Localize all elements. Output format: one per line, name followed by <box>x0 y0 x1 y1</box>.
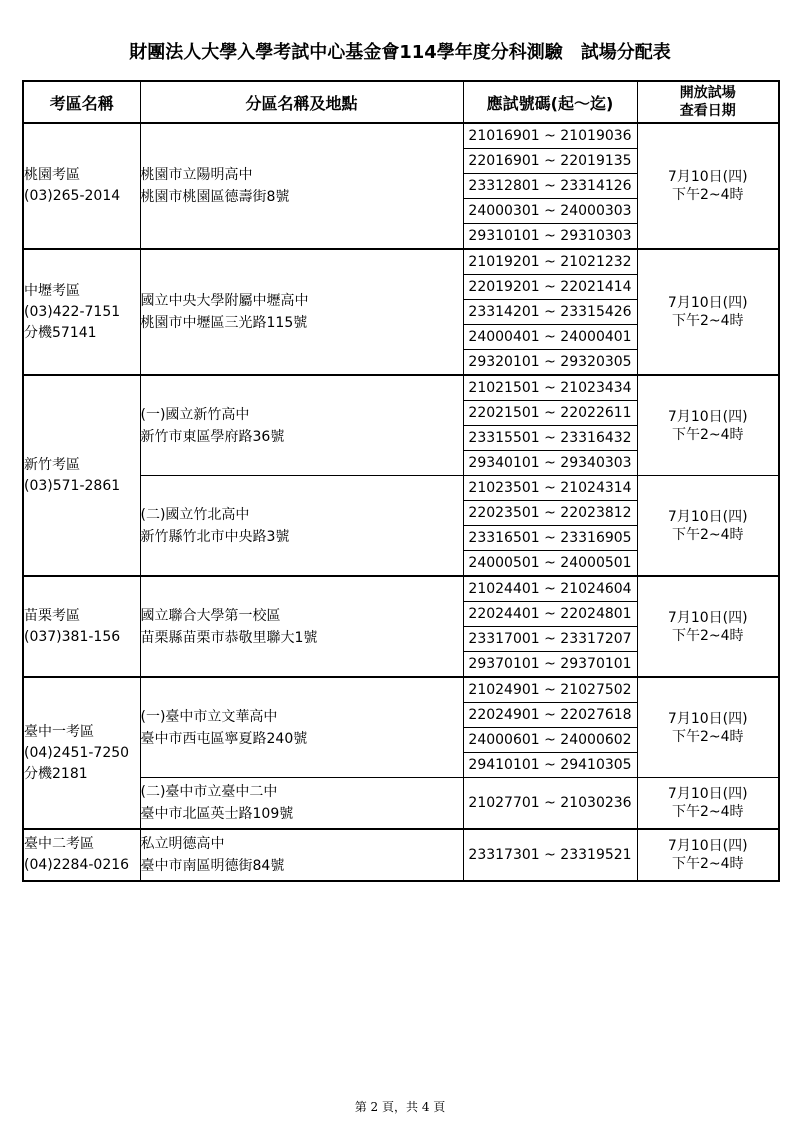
open-date-cell <box>637 375 779 476</box>
number-range: 23317001 ~ 23317207 <box>463 627 637 652</box>
district-cell <box>23 576 140 677</box>
number-range: 29320101 ~ 29320305 <box>463 350 637 376</box>
site-cell <box>140 476 463 577</box>
header-district: 考區名稱 <box>23 81 140 123</box>
district-extension: 分機57141 <box>24 324 97 341</box>
table-row <box>23 677 779 703</box>
site-cell <box>140 123 463 249</box>
open-date: 7月10日(四) <box>667 408 748 425</box>
site-cell <box>140 829 463 881</box>
number-range: 23312801 ~ 23314126 <box>463 174 637 199</box>
number-range: 21023501 ~ 21024314 <box>463 476 637 501</box>
open-date: 7月10日(四) <box>667 838 748 854</box>
table-row <box>23 576 779 602</box>
site-name: (二)國立竹北高中 <box>140 506 250 523</box>
open-date: 7月10日(四) <box>667 609 748 626</box>
district-name: 桃園考區 <box>24 167 80 183</box>
site-address: 新竹市東區學府路36號 <box>140 428 285 445</box>
site-name: 私立明德高中 <box>140 836 225 852</box>
open-date: 7月10日(四) <box>667 169 748 185</box>
number-range: 23314201 ~ 23315426 <box>463 300 637 325</box>
open-date: 7月10日(四) <box>667 710 748 727</box>
district-name: 臺中一考區 <box>24 723 94 740</box>
district-extension: 分機2181 <box>24 765 88 782</box>
open-time: 下午2~4時 <box>671 313 744 329</box>
number-range: 21024901 ~ 21027502 <box>463 677 637 703</box>
number-range: 21016901 ~ 21019036 <box>463 123 637 149</box>
site-address: 新竹縣竹北市中央路3號 <box>140 528 290 545</box>
open-date: 7月10日(四) <box>667 508 748 525</box>
site-cell <box>140 778 463 830</box>
table-row <box>23 123 779 149</box>
number-range: 23317301 ~ 23319521 <box>463 829 637 881</box>
header-open-date <box>637 81 779 123</box>
open-date-cell <box>637 576 779 677</box>
site-address: 桃園市中壢區三光路115號 <box>140 315 308 331</box>
open-time: 下午2~4時 <box>671 187 744 203</box>
number-range: 22023501 ~ 22023812 <box>463 501 637 526</box>
site-cell <box>140 249 463 375</box>
district-phone: (037)381-156 <box>24 628 121 645</box>
district-cell <box>23 829 140 881</box>
number-range: 29340101 ~ 29340303 <box>463 451 637 476</box>
number-range: 29310101 ~ 29310303 <box>463 224 637 250</box>
district-phone: (03)265-2014 <box>24 188 121 204</box>
open-time: 下午2~4時 <box>671 856 744 872</box>
number-range: 22024901 ~ 22027618 <box>463 703 637 728</box>
number-range: 21024401 ~ 21024604 <box>463 576 637 602</box>
site-address: 桃園市桃園區德壽街8號 <box>140 189 290 205</box>
number-range: 24000601 ~ 24000602 <box>463 728 637 753</box>
site-address: 臺中市北區英士路109號 <box>140 806 294 822</box>
site-address: 臺中市西屯區寧夏路240號 <box>140 730 308 747</box>
header-open-line2: 查看日期 <box>679 103 736 119</box>
site-name: 國立中央大學附屬中壢高中 <box>140 293 309 309</box>
open-date-cell <box>637 249 779 375</box>
number-range: 24000401 ~ 24000401 <box>463 325 637 350</box>
table-row <box>23 375 779 401</box>
table-row <box>23 829 779 881</box>
site-name: 桃園市立陽明高中 <box>140 167 253 183</box>
number-range: 24000301 ~ 24000303 <box>463 199 637 224</box>
header-open-line1: 開放試場 <box>679 85 736 101</box>
number-range: 21019201 ~ 21021232 <box>463 249 637 275</box>
number-range: 22019201 ~ 22021414 <box>463 275 637 300</box>
number-range: 24000501 ~ 24000501 <box>463 551 637 577</box>
open-date-cell <box>637 677 779 778</box>
site-name: (二)臺中市立臺中二中 <box>140 784 278 800</box>
open-time: 下午2~4時 <box>671 627 744 644</box>
district-cell <box>23 677 140 829</box>
district-phone: (04)2451-7250 <box>24 744 130 761</box>
district-cell <box>23 123 140 249</box>
header-row <box>23 81 779 123</box>
site-address: 臺中市南區明德街84號 <box>140 858 285 874</box>
page-title: 財團法人大學入學考試中心基金會114學年度分科測驗 試場分配表 <box>129 42 671 63</box>
district-name: 苗栗考區 <box>24 607 80 624</box>
district-cell <box>23 375 140 576</box>
district-name: 臺中二考區 <box>24 836 94 852</box>
open-time: 下午2~4時 <box>671 426 744 443</box>
site-cell <box>140 375 463 476</box>
site-cell <box>140 576 463 677</box>
open-time: 下午2~4時 <box>671 804 744 820</box>
district-phone: (03)422-7151 <box>24 303 121 320</box>
site-address: 苗栗縣苗栗市恭敬里聯大1號 <box>140 629 318 646</box>
header-numbers: 應試號碼(起～迄) <box>463 81 637 123</box>
district-phone: (03)571-2861 <box>24 477 121 494</box>
site-name: (一)臺中市立文華高中 <box>140 708 278 725</box>
district-name: 中壢考區 <box>24 282 80 299</box>
allocation-table <box>22 80 780 882</box>
number-range: 22024401 ~ 22024801 <box>463 602 637 627</box>
number-range: 29370101 ~ 29370101 <box>463 652 637 678</box>
table-row <box>23 249 779 275</box>
open-date-cell <box>637 778 779 830</box>
number-range: 22016901 ~ 22019135 <box>463 149 637 174</box>
number-range: 23315501 ~ 23316432 <box>463 426 637 451</box>
open-date-cell <box>637 123 779 249</box>
open-time: 下午2~4時 <box>671 526 744 543</box>
site-cell <box>140 677 463 778</box>
district-phone: (04)2284-0216 <box>24 857 130 873</box>
district-name: 新竹考區 <box>24 456 80 473</box>
site-name: (一)國立新竹高中 <box>140 406 250 423</box>
open-time: 下午2~4時 <box>671 728 744 745</box>
number-range: 22021501 ~ 22022611 <box>463 401 637 426</box>
number-range: 23316501 ~ 23316905 <box>463 526 637 551</box>
district-cell <box>23 249 140 375</box>
open-date-cell <box>637 829 779 881</box>
open-date-cell <box>637 476 779 577</box>
open-date: 7月10日(四) <box>667 786 748 802</box>
number-range: 21027701 ~ 21030236 <box>463 778 637 830</box>
site-name: 國立聯合大學第一校區 <box>140 607 281 624</box>
page-footer: 第 2 頁，共 4 頁 <box>354 1100 446 1114</box>
open-date: 7月10日(四) <box>667 295 748 311</box>
header-site: 分區名稱及地點 <box>140 81 463 123</box>
number-range: 29410101 ~ 29410305 <box>463 753 637 778</box>
number-range: 21021501 ~ 21023434 <box>463 375 637 401</box>
